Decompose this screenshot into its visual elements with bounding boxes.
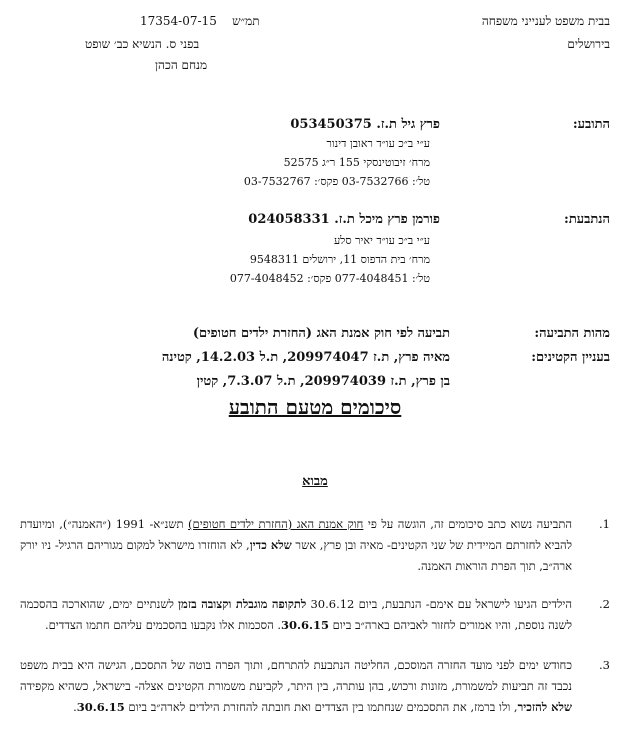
case-line <box>140 14 260 29</box>
emphasis-date: 30.6.15 <box>281 618 330 632</box>
plaintiff-label: התובע: <box>572 117 610 132</box>
paragraph-3 <box>20 655 610 718</box>
minor-1: מאיה פרץ, ת.ז 209974047, ת.ל 14.2.03, קטינה <box>161 350 450 365</box>
paragraph-text <box>20 514 572 577</box>
claim-nature-value: תביעה לפי חוק אמנת האג (החזרת ילדים חטופים) <box>192 326 450 341</box>
text-run: . הסכמות אלו נקבעו בהסכמים עליהם חתמו הצדדים. <box>44 618 281 632</box>
emphasis-date: 30.6.15 <box>76 700 125 714</box>
document-title: סיכומים מטעם התובע <box>228 395 402 419</box>
defendant-phones: טל׳: 077-4048451 פקס׳: 077-4048452 <box>229 272 430 285</box>
court-name: בבית משפט לענייני משפחה <box>481 14 610 28</box>
paragraph-number: 3. <box>599 658 610 672</box>
paragraph-2 <box>20 594 610 636</box>
plaintiff-lawyer: ע״י ב״כ עו״ד ראובן דינור <box>326 137 430 150</box>
plaintiff-name: פרץ גיל ת.ז. 053450375 <box>290 117 440 132</box>
law-name: חוק אמנת האג (החזרת ילדים חטופים) <box>188 517 364 531</box>
minor-2: בן פרץ, ת.ז 209974039, ת.ל 7.3.07, קטין <box>196 374 450 389</box>
case-number: 17354-07-15 <box>140 14 217 28</box>
defendant-lawyer: ע״י ב״כ עו״ד יאיר סלע <box>333 234 430 247</box>
emphasis: לתקופה מוגבלת וקצובה בזמן <box>178 597 307 611</box>
text-run: , לא הוחזרו מישראל למקום מגוריהם הרגיל- ניו יורק ארה״ב, תוך הפרת הוראות האמנה. <box>20 538 572 573</box>
minors-label: בעניין הקטינים: <box>531 350 610 365</box>
paragraph-number: 1. <box>599 517 610 531</box>
section-title: מבוא <box>302 474 328 489</box>
text-run: לשנתיים ימים, שהוארכה בהסכמה לשנה נוספת, והיו אמורים לחזור לאביהם בארה״ב ביום <box>20 597 572 632</box>
text-run: הילדים הגיעו לישראל עם אימם- הנתבעת, ביום 30.6.12 <box>306 597 572 611</box>
defendant-address: מרח׳ בית הדפוס 11, ירושלים 9548311 <box>249 253 430 266</box>
judge-name: מנחם הכהן <box>155 58 208 72</box>
text-run: . <box>73 700 77 714</box>
plaintiff-phones: טל׳: 03-7532766 פקס׳: 03-7532767 <box>243 175 430 188</box>
case-label: תמ״ש <box>232 14 260 28</box>
defendant-label: הנתבעת: <box>564 212 610 227</box>
text-run: תשנ״א- 1991 (״האמנה״), ומיועדת להביא לחזרתם המיידית של שני הקטינים- מאיה ובן פרץ, אשר <box>20 517 572 552</box>
claim-nature-label: מהות התביעה: <box>534 326 610 341</box>
plaintiff-address: מרח׳ זיבוטינסקי 155 ר״ג 52575 <box>283 156 430 169</box>
paragraph-1 <box>20 514 610 577</box>
paragraph-text <box>20 655 572 718</box>
text-run: התביעה נשוא כתב סיכומים זה, הוגשה על פי <box>363 517 572 531</box>
emphasis: שלא להזכיר <box>517 700 572 714</box>
paragraph-text <box>20 594 572 636</box>
judge-line: בפני ס. הנשיא כב׳ שופט <box>85 37 200 51</box>
defendant-name: פורמן פרץ מיכל ת.ז. 024058331 <box>248 212 440 227</box>
emphasis: שלא כדין <box>249 538 292 552</box>
text-run: כחודש ימים לפני מועד החזרה המוסכם, החליטה הנתבעת להתרחם, ותוך הפרה בוטה של התסכם, הגישה היא בבית משפט נכבד זה תביעות למשמורת, מזונות ורכוש, בהן עותרה, בין היתר, לקביעת משמורת הקטינים אצלה- בישראל, כשהיא מקפידה <box>20 658 572 693</box>
text-run: , ולו ברמז, את התסכמים שנחתמו בין הצדדים ואת חובתה להחזרת הילדים לארה״ב ביום <box>124 700 518 714</box>
court-city: בירושלים <box>567 37 610 51</box>
paragraph-number: 2. <box>599 597 610 611</box>
